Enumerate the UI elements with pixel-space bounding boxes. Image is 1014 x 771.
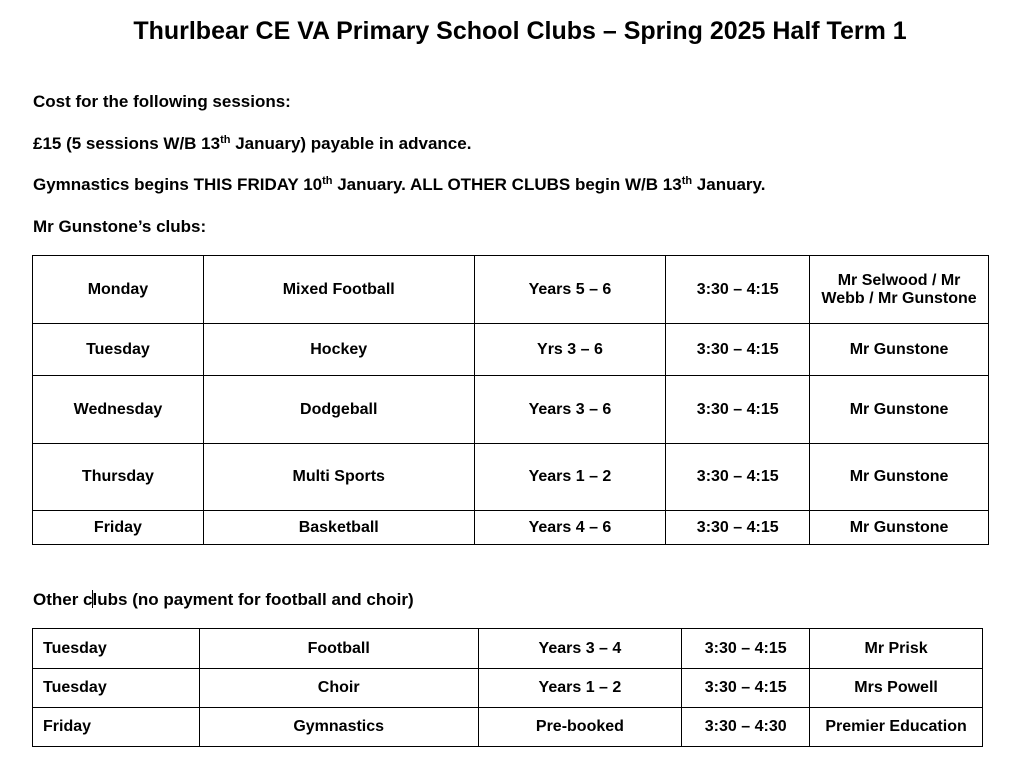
- cell-staff: Mr Gunstone: [810, 324, 989, 376]
- cell-time: 3:30 – 4:15: [666, 376, 810, 444]
- notice-text-3: January.: [692, 175, 766, 194]
- cell-time: 3:30 – 4:15: [666, 444, 810, 511]
- cell-staff: Mrs Powell: [810, 669, 983, 708]
- table-row: [33, 511, 989, 545]
- document-title: Thurlbear CE VA Primary School Clubs – Spring 2025 Half Term 1: [133, 17, 907, 45]
- cell-time: 3:30 – 4:15: [682, 629, 810, 669]
- other-clubs-table: [32, 628, 983, 747]
- cost-heading: Cost for the following sessions:: [33, 92, 291, 111]
- table-row: [33, 444, 989, 511]
- cell-years: Years 1 – 2: [474, 444, 666, 511]
- notice-text-1: Gymnastics begins THIS FRIDAY 10: [33, 175, 323, 194]
- cell-staff: Mr Gunstone: [810, 444, 989, 511]
- table-row: [33, 629, 983, 669]
- notice-text-2: January. ALL OTHER CLUBS begin W/B 13: [332, 175, 682, 194]
- table-row: [33, 324, 989, 376]
- cell-years: Pre-booked: [478, 708, 682, 747]
- cell-time: 3:30 – 4:30: [682, 708, 810, 747]
- cell-club: Gymnastics: [199, 708, 478, 747]
- gunstone-heading: Mr Gunstone’s clubs:: [33, 217, 207, 236]
- start-notice: [33, 175, 765, 195]
- other-heading-text-end: lubs (no payment for football and choir): [92, 590, 414, 609]
- table-row: [33, 669, 983, 708]
- cell-club: Choir: [199, 669, 478, 708]
- gunstone-clubs-table: [32, 255, 989, 545]
- notice-superscript-2: th: [681, 175, 693, 187]
- cell-years: Yrs 3 – 6: [474, 324, 666, 376]
- cell-staff: Mr Gunstone: [810, 376, 989, 444]
- cell-club: Dodgeball: [203, 376, 474, 444]
- cell-day: Monday: [33, 256, 204, 324]
- cell-day: Friday: [33, 708, 200, 747]
- cell-years: Years 5 – 6: [474, 256, 666, 324]
- cell-staff: Mr Prisk: [810, 629, 983, 669]
- cell-club: Hockey: [203, 324, 474, 376]
- cell-years: Years 3 – 4: [478, 629, 682, 669]
- cell-staff: Mr Selwood / Mr Webb / Mr Gunstone: [810, 256, 989, 324]
- notice-superscript-1: th: [322, 175, 333, 187]
- other-heading-text: Other c: [33, 590, 93, 609]
- cell-day: Wednesday: [33, 376, 204, 444]
- cell-day: Tuesday: [33, 669, 200, 708]
- payment-line: [33, 134, 471, 154]
- cell-years: Years 3 – 6: [474, 376, 666, 444]
- cell-day: Thursday: [33, 444, 204, 511]
- cell-day: Tuesday: [33, 324, 204, 376]
- cell-club: Mixed Football: [203, 256, 474, 324]
- payment-text-end: January) payable in advance.: [230, 134, 472, 153]
- cell-staff: Premier Education: [810, 708, 983, 747]
- cell-time: 3:30 – 4:15: [666, 511, 810, 545]
- table-row: [33, 708, 983, 747]
- cell-time: 3:30 – 4:15: [666, 256, 810, 324]
- cell-day: Friday: [33, 511, 204, 545]
- table-row: [33, 376, 989, 444]
- cell-time: 3:30 – 4:15: [666, 324, 810, 376]
- cell-club: Basketball: [203, 511, 474, 545]
- payment-text: £15 (5 sessions W/B 13: [33, 134, 221, 153]
- payment-superscript: th: [220, 134, 231, 146]
- cell-club: Multi Sports: [203, 444, 474, 511]
- table-row: [33, 256, 989, 324]
- cell-years: Years 4 – 6: [474, 511, 666, 545]
- other-clubs-heading: [33, 590, 414, 610]
- cell-club: Football: [199, 629, 478, 669]
- cell-staff: Mr Gunstone: [810, 511, 989, 545]
- cell-day: Tuesday: [33, 629, 200, 669]
- cell-years: Years 1 – 2: [478, 669, 682, 708]
- cell-time: 3:30 – 4:15: [682, 669, 810, 708]
